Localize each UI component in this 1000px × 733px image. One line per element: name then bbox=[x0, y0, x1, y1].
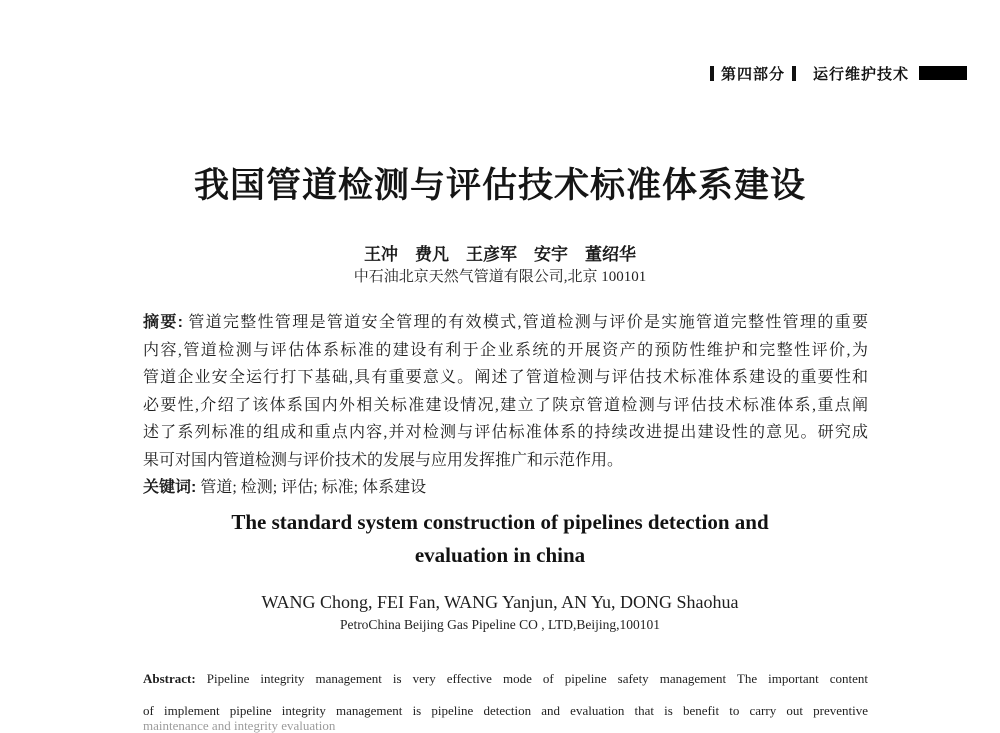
running-header bbox=[710, 64, 967, 82]
abstract-cn-line: 必要性,介绍了该体系国内外相关标准建设情况,建立了陕京管道检测与评估技术标准体系,重点阐 bbox=[143, 396, 868, 414]
abstract-en-text: Pipeline integrity management is very effective mode of pipeline safety management The important content bbox=[206, 671, 868, 686]
abstract-label-en: Abstract: bbox=[143, 671, 196, 686]
keywords-label-cn: 关键词: bbox=[143, 479, 197, 496]
keywords-cn bbox=[143, 474, 868, 502]
affiliation-cn: 中石油北京天然气管道有限公司,北京 100101 bbox=[353, 269, 647, 285]
authors-en: WANG Chong, FEI Fan, WANG Yanjun, AN Yu, DONG Shaohua bbox=[261, 592, 739, 612]
abstract-cn-line: 述了系列标准的组成和重点内容,并对检测与评估标准体系的持续改进提出建设性的意见。研究成 bbox=[143, 424, 868, 441]
paper-title-en-line2: evaluation in china bbox=[414, 543, 586, 567]
affiliation-en: PetroChina Beijing Gas Pipeline CO , LTD,Beijing,100101 bbox=[339, 617, 661, 632]
abstract-cn-line: 管道企业安全运行打下基础,具有重要意义。阐述了管道检测与评估技术标准体系建设的重要性和 bbox=[143, 369, 868, 386]
abstract-cn-text: 管道完整性管理是管道安全管理的有效模式,管道检测与评价是实施管道完整性管理的重要 bbox=[188, 314, 868, 331]
abstract-label-cn: 摘要: bbox=[143, 314, 183, 331]
abstract-cn-line: 内容,管道检测与评估体系标准的建设有利于企业系统的开展资产的预防性维护和完整性评价,为 bbox=[143, 341, 868, 359]
abstract-en-line-clipped: maintenance and integrity evaluation bbox=[143, 718, 336, 733]
header-divider-bar bbox=[792, 66, 796, 81]
header-divider-bar bbox=[710, 66, 714, 81]
paper-title-en-line1: The standard system construction of pipelines detection and bbox=[231, 510, 769, 534]
abstract-en-line bbox=[143, 663, 868, 695]
header-section-label: 第四部分 bbox=[720, 65, 785, 83]
header-section-name: 运行维护技术 bbox=[812, 65, 909, 83]
keywords-text-cn: 管道; 检测; 评估; 标准; 体系建设 bbox=[200, 479, 427, 496]
abstract-cn bbox=[143, 309, 868, 502]
paper-title-cn: 我国管道检测与评估技术标准体系建设 bbox=[193, 166, 806, 205]
paper-title-en bbox=[0, 506, 1000, 572]
abstract-en-line: of implement pipeline integrity management is pipeline detection and evaluation that is benefit to carry out preventive bbox=[143, 703, 868, 718]
authors-cn: 王冲 费凡 王彦军 安宇 董绍华 bbox=[364, 245, 636, 264]
abstract-cn-line bbox=[143, 309, 868, 337]
header-black-tab bbox=[919, 66, 967, 80]
abstract-cn-line: 果可对国内管道检测与评价技术的发展与应用发挥推广和示范作用。 bbox=[143, 451, 624, 469]
